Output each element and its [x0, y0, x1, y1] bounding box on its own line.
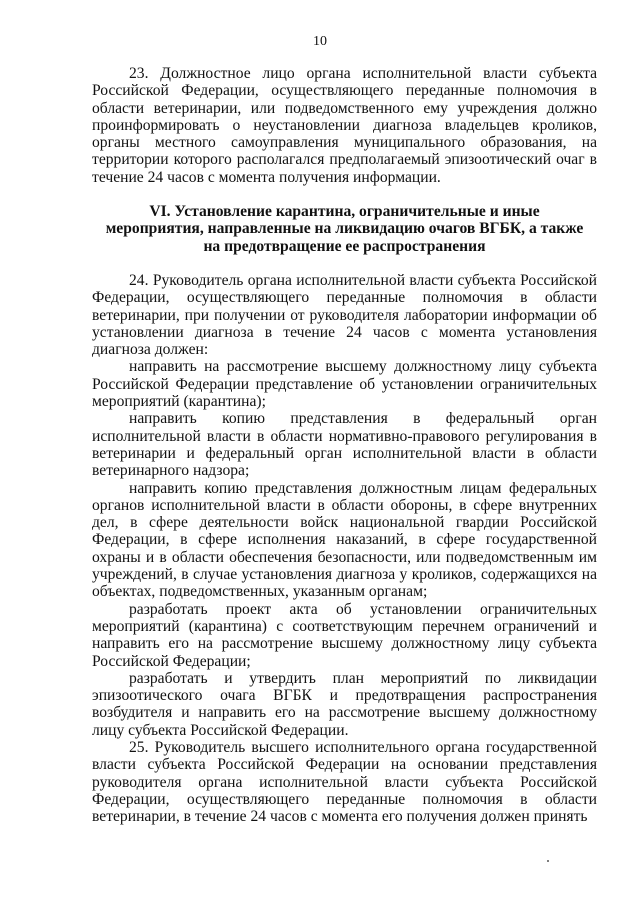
section-heading — [92, 203, 597, 255]
list-item: разработать и утвердить план мероприятий по ликвидации эпизоотического очага ВГБК и предотвращения распространения возбудителя и направить его на рассмотрение высшему должностному лицу субъекта Российской Федерации. — [92, 669, 597, 739]
paragraph-25: 25. Руководитель высшего исполнительного органа государственной власти субъекта Российской Федерации на основании представления руководителя органа исполнительной власти субъекта Российской Федерации, осуществляющего переданные полномочия в области ветеринарии, в течение 24 часов с момента его получения должен принять — [92, 738, 597, 826]
scan-speck — [547, 860, 549, 862]
section-heading-line-2: мероприятия, направленные на ликвидацию очагов ВГБК, а также — [105, 220, 584, 238]
page-number: 10 — [313, 34, 327, 49]
section-heading-line-3: на предотвращение ее распространения — [203, 237, 486, 255]
list-item: направить копию представления должностным лицам федеральных органов исполнительной власти в области обороны, в сфере внутренних дел, в сфере деятельности войск национальной гвардии Российской Федерации, в сфере исполнения наказаний, в сфере государственной охраны и в области обеспечения безопасности, или подведомственным им учреждений, в случае установления диагноза у кроликов, содержащихся на объектах, подведомственных, указанным органам; — [92, 479, 597, 601]
list-item: направить на рассмотрение высшему должностному лицу субъекта Российской Федерации представление об установлении ограничительных мероприятий (карантина); — [92, 358, 597, 411]
document-body — [92, 65, 597, 825]
paragraph-24-intro: 24. Руководитель органа исполнительной власти субъекта Российской Федерации, осуществляющего переданные полномочия в области ветеринарии, при получении от руководителя лаборатории информации об установлении диагноза в течение 24 часов с момента установления диагноза должен: — [92, 271, 597, 359]
section-heading-line-1: VI. Установление карантина, ограничительные и иные — [149, 203, 540, 221]
paragraph-23: 23. Должностное лицо органа исполнительной власти субъекта Российской Федерации, осуществляющего переданные полномочия в области ветеринарии, или подведомственного ему учреждения должно проинформировать о неустановлении диагноза владельцев кроликов, органы местного самоуправления муниципального образования, на территории которого располагался предполагаемый эпизоотический очаг в течение 24 часов с момента получения информации. — [92, 65, 597, 186]
list-item: направить копию представления в федеральный орган исполнительной власти в области нормативно-правового регулирования в ветеринарии и федеральный орган исполнительной власти в области ветеринарного надзора; — [92, 410, 597, 480]
list-item: разработать проект акта об установлении ограничительных мероприятий (карантина) с соответствующим перечнем ограничений и направить его на рассмотрение высшему должностному лицу субъекта Российской Федерации; — [92, 600, 597, 670]
